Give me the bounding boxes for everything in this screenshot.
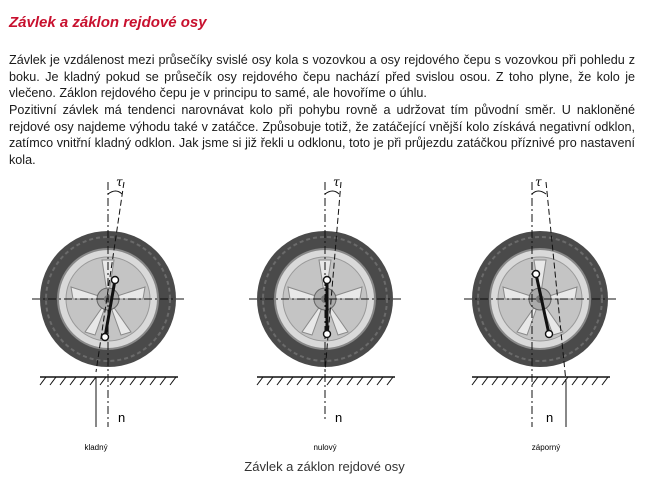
n-label: n <box>335 410 343 425</box>
ground <box>472 377 610 385</box>
figure-main-caption: Závlek a záklon rejdové osy <box>244 459 405 474</box>
tau-label: τ <box>116 175 123 189</box>
tau-label: τ <box>535 175 542 189</box>
paragraph-effect: Pozitivní závlek má tendenci narovnávat kolo při pohybu rovně a udržovat tím původní směr. U nakloněné rejdové osy najdeme výhodu také v zatáčce. Způsobuje totiž, že zatáčející vnější kolo získává negativní odklon, zatímco vnitřní kladný odklon. Jak jsme si již řekli u odklonu, toto je při průjezdu zatáčkou příznivé pro nastavení kola. <box>9 103 635 167</box>
wheel-diagram-zaporny <box>450 172 640 457</box>
figure-caption: záporný <box>531 443 561 452</box>
figure-caption: kladný <box>84 443 108 452</box>
figure-row <box>0 172 649 457</box>
offset-marker <box>96 377 108 427</box>
n-label: n <box>546 410 554 425</box>
section-heading: Závlek a záklon rejdové osy <box>9 14 207 31</box>
paragraph-definition: Závlek je vzdálenost mezi průsečíky svislé osy kola s vozovkou a osy rejdového čepu s vozovkou při pohledu z boku. Je kladný pokud se průsečík osy rejdového čepu nachází před svislou osou. Z toho plyne, že kolo je vlečeno. Záklon rejdového čepu je v principu to samé, ale hovoříme o úhlu. <box>9 53 635 100</box>
wheel-diagram-kladny <box>18 172 208 457</box>
ground <box>257 377 395 385</box>
figure-caption: nulový <box>313 443 337 452</box>
ground <box>40 377 178 385</box>
tau-label: τ <box>333 175 340 189</box>
n-label: n <box>118 410 126 425</box>
wheel-diagram-nulovy <box>235 172 425 457</box>
